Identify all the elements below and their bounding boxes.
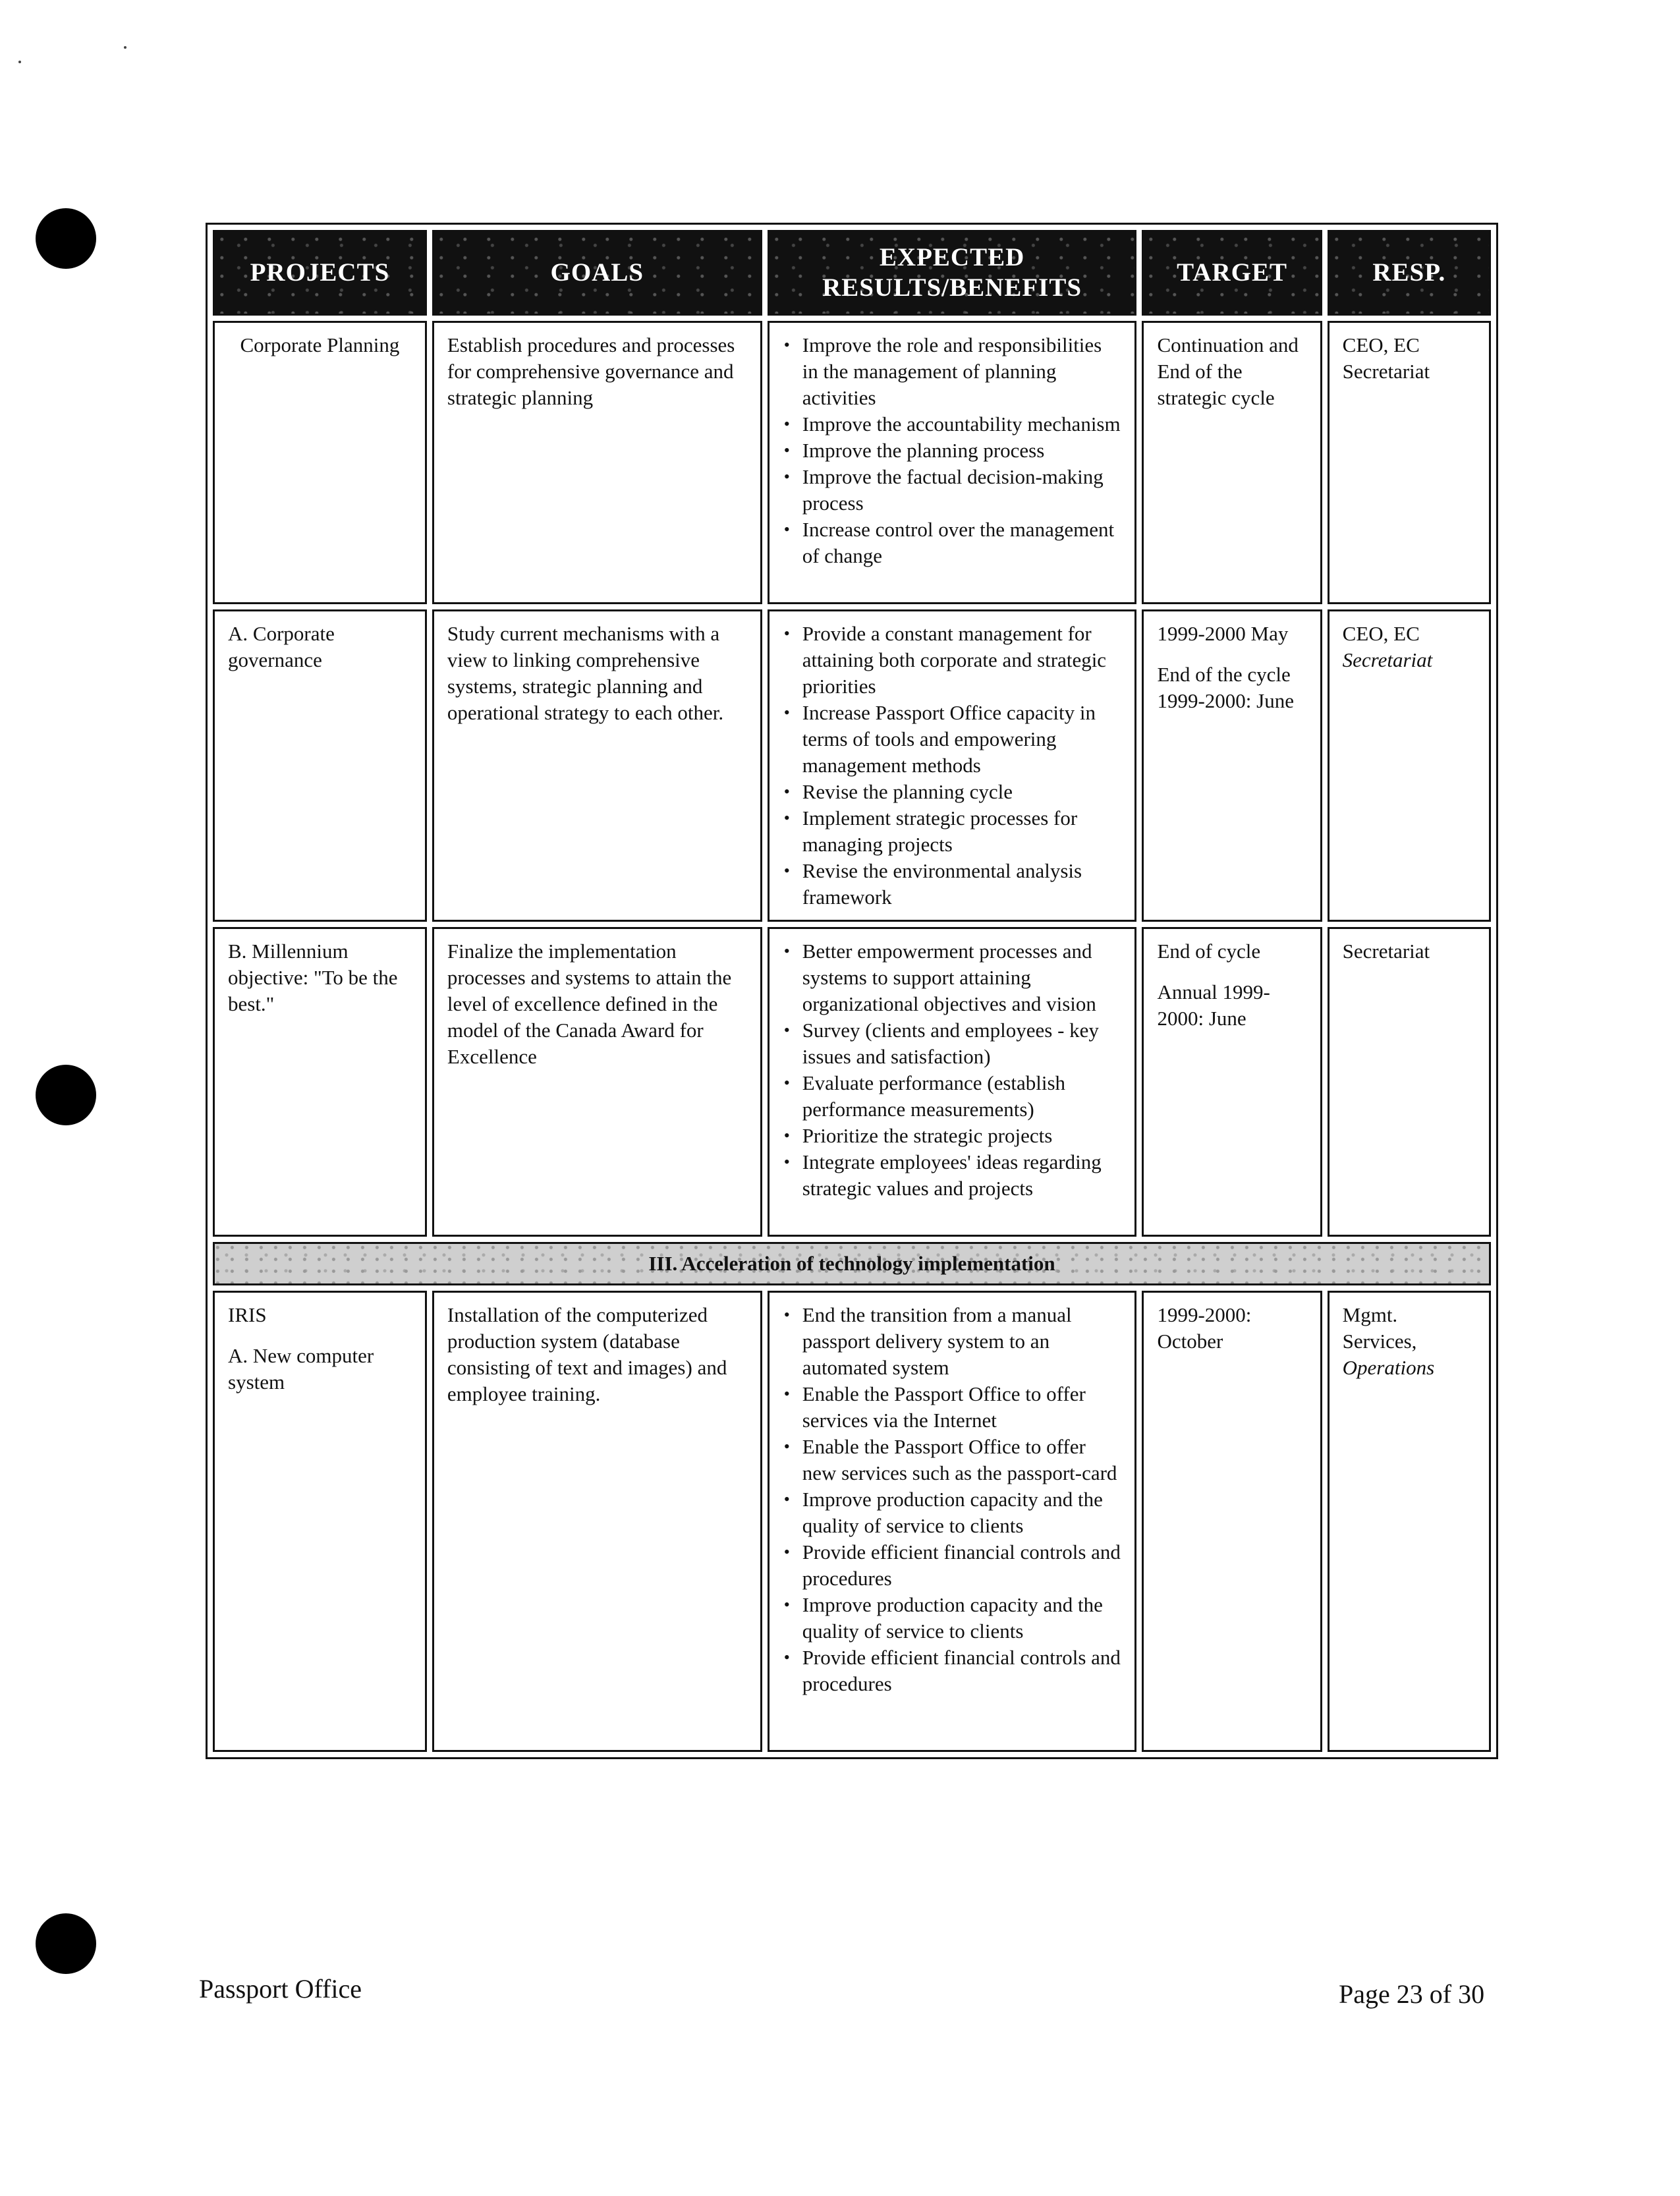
project-subname: A. New computer system [228,1344,374,1394]
result-item: • Enable the Passport Office to offer services via the Internet [802,1381,1122,1434]
projects-table [206,223,1498,1759]
result-item: • Revise the planning cycle [802,779,1122,805]
goal-cell: Finalize the implementation processes and systems to attain the level of excellence defined in the model of the Canada Award for Excellence [432,927,762,1237]
results-cell [768,609,1137,922]
goal-cell: Establish procedures and processes for comprehensive governance and strategic planning [432,321,762,604]
section-row [213,1242,1491,1285]
section-title: III. Acceleration of technology implementation [213,1242,1491,1285]
resp-cell [1328,321,1491,604]
project-cell [213,927,427,1237]
header-expected-line1: EXPECTED [879,243,1025,271]
result-item: • Increase control over the management of change [802,517,1122,569]
target-cell: 1999-2000: October [1142,1291,1322,1752]
project-name: IRIS [228,1303,267,1326]
result-item: • Revise the environmental analysis framework [802,858,1122,911]
result-item: • Increase Passport Office capacity in terms of tools and empowering management methods [802,700,1122,779]
scan-speck [18,61,21,63]
result-item: • Improve production capacity and the quality of service to clients [802,1592,1122,1645]
target-cell [1142,321,1322,604]
resp-text: CEO, EC [1342,333,1420,356]
result-item: • Enable the Passport Office to offer new services such as the passport-card [802,1434,1122,1486]
header-goals: GOALS [432,230,762,316]
result-item: • Better empowerment processes and systems to support attaining organizational objectives and vision [802,938,1122,1017]
result-item: • Survey (clients and employees - key issues and satisfaction) [802,1017,1122,1070]
footer-left: Passport Office [199,1974,362,2004]
target-text: Continuation and End of the strategic cycle [1157,333,1299,409]
result-item: • Provide efficient financial controls and procedures [802,1539,1122,1592]
results-cell [768,321,1137,604]
table-row [213,1291,1491,1752]
resp-text: CEO, EC [1342,622,1420,645]
result-item: • Provide efficient financial controls and procedures [802,1645,1122,1697]
target-text: End of cycle [1157,940,1261,963]
result-item: • Prioritize the strategic projects [802,1123,1122,1149]
result-item: • Implement strategic processes for managing projects [802,805,1122,858]
target-text: 1999-2000 May [1157,622,1289,645]
result-item: • Improve the factual decision-making process [802,464,1122,517]
result-item: • Evaluate performance (establish performance measurements) [802,1070,1122,1123]
punch-hole-top [36,208,96,269]
table-row [213,609,1491,922]
goal-cell: Installation of the computerized production system (database consisting of text and images) and employee training. [432,1291,762,1752]
result-item: • Improve production capacity and the quality of service to clients [802,1486,1122,1539]
header-projects: PROJECTS [213,230,427,316]
project-cell [213,321,427,604]
scan-speck [124,46,126,49]
result-item: • Improve the planning process [802,437,1122,464]
resp-cell [1328,1291,1491,1752]
project-name: A. Corporate governance [228,622,335,671]
punch-hole-bottom [36,1913,96,1974]
goal-cell: Study current mechanisms with a view to linking comprehensive systems, strategic planning and operational strategy to each other. [432,609,762,922]
result-item: • Improve the role and responsibilities in the management of planning activities [802,332,1122,411]
resp-cell [1328,609,1491,922]
header-resp: RESP. [1328,230,1491,316]
result-item: • Improve the accountability mechanism [802,411,1122,437]
header-expected-results [768,230,1137,316]
table-header-row [213,230,1491,316]
resp-text: Secretariat [1342,648,1433,671]
punch-hole-middle [36,1065,96,1125]
target-text: End of the cycle 1999-2000: June [1157,663,1294,712]
header-target: TARGET [1142,230,1322,316]
results-cell [768,927,1137,1237]
resp-text: Secretariat [1342,360,1430,383]
project-cell [213,609,427,922]
target-cell [1142,609,1322,922]
project-cell [213,1291,427,1752]
table-row [213,927,1491,1237]
result-item: • Provide a constant management for attaining both corporate and strategic priorities [802,621,1122,700]
result-item: • End the transition from a manual passport delivery system to an automated system [802,1302,1122,1381]
resp-text: Secretariat [1342,940,1430,963]
header-expected-line2: RESULTS/BENEFITS [822,273,1082,302]
resp-text: Mgmt. Services, [1342,1303,1417,1353]
results-cell [768,1291,1137,1752]
target-text: Annual 1999-2000: June [1157,980,1270,1030]
table-row [213,321,1491,604]
project-name: Corporate Planning [240,333,400,356]
footer-page-number: Page 23 of 30 [1339,1979,1485,2009]
resp-text: Operations [1342,1356,1435,1379]
project-name: B. Millennium objective: "To be the best." [228,940,398,1015]
target-cell [1142,927,1322,1237]
result-item: • Integrate employees' ideas regarding strategic values and projects [802,1149,1122,1202]
resp-cell [1328,927,1491,1237]
